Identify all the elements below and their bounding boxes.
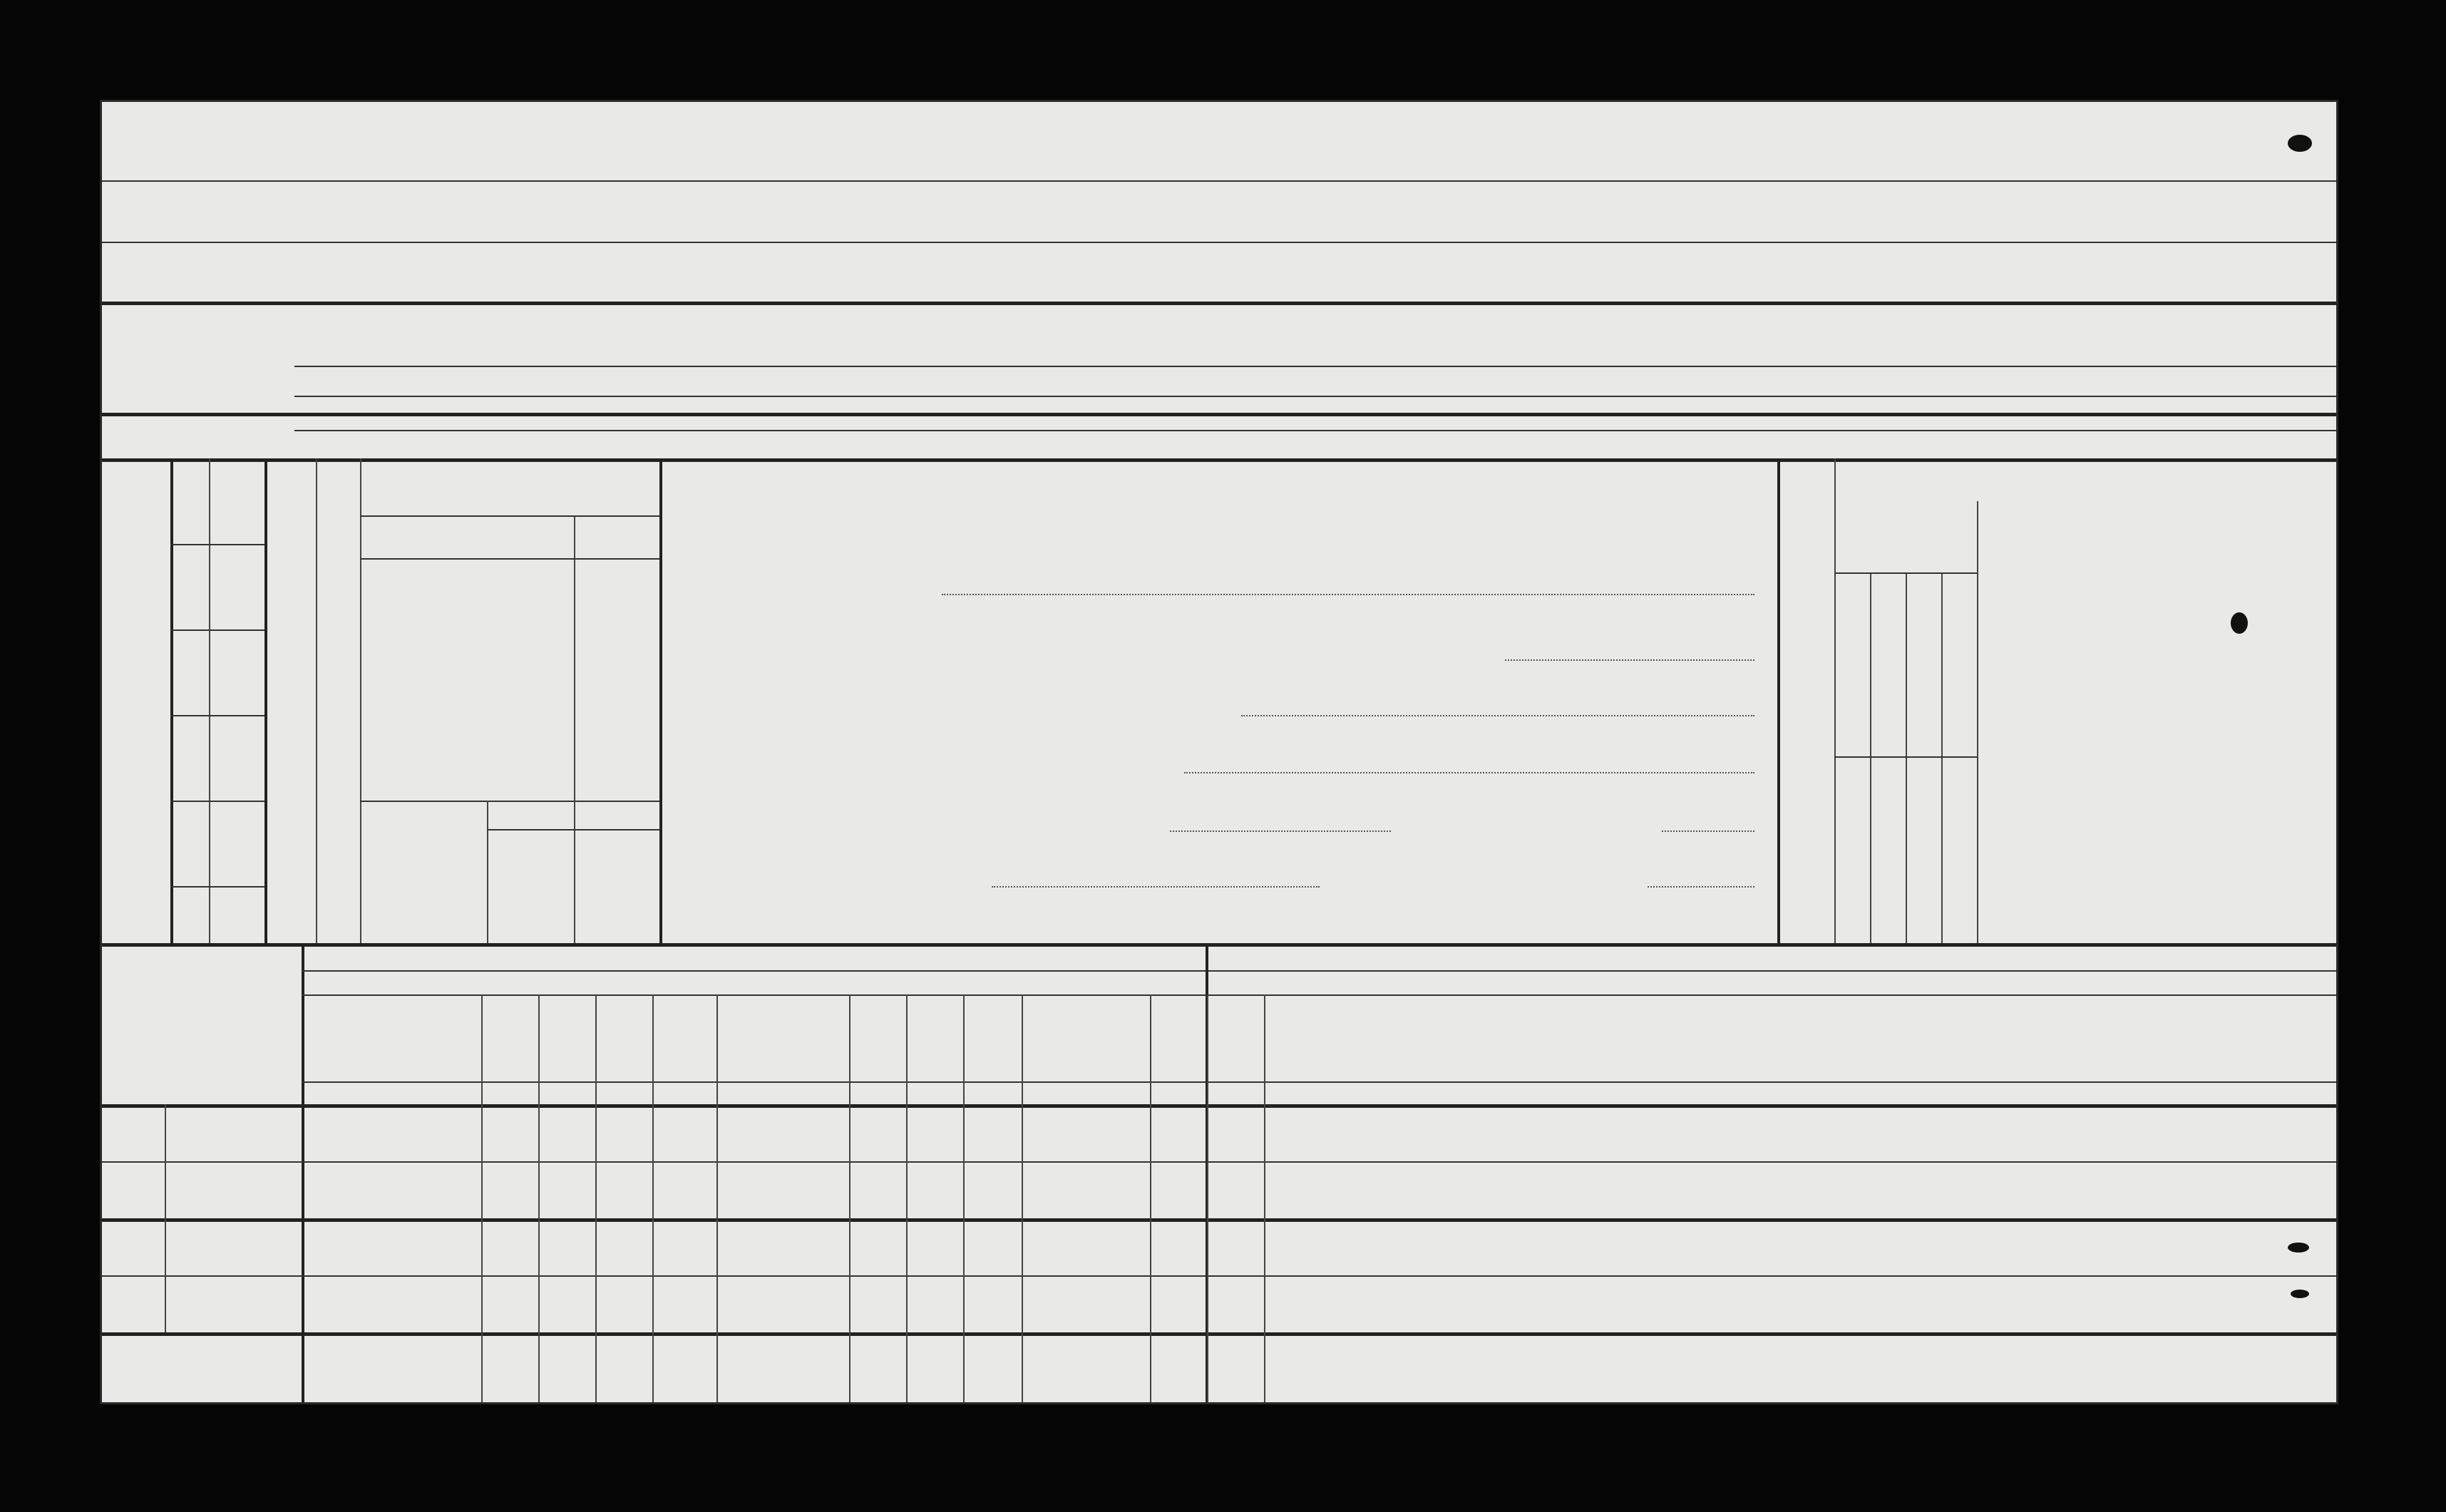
rule-line (1150, 994, 1151, 1404)
rule-line (716, 994, 718, 1404)
rule-line (1264, 994, 1265, 1404)
census-card (100, 100, 2338, 1404)
ink-mark (2291, 1290, 2309, 1298)
rule-line (1022, 994, 1023, 1404)
rule-line (595, 994, 597, 1404)
rule-line (652, 994, 654, 1404)
rule-line (963, 994, 965, 1404)
rule-line (906, 994, 908, 1404)
ink-mark (2231, 612, 2248, 634)
rule-line (849, 994, 851, 1404)
ink-mark (2288, 135, 2312, 152)
rule-line (538, 994, 540, 1404)
rule-line (481, 994, 483, 1404)
ink-mark (2288, 1243, 2309, 1253)
rule-line (1207, 994, 1208, 1404)
